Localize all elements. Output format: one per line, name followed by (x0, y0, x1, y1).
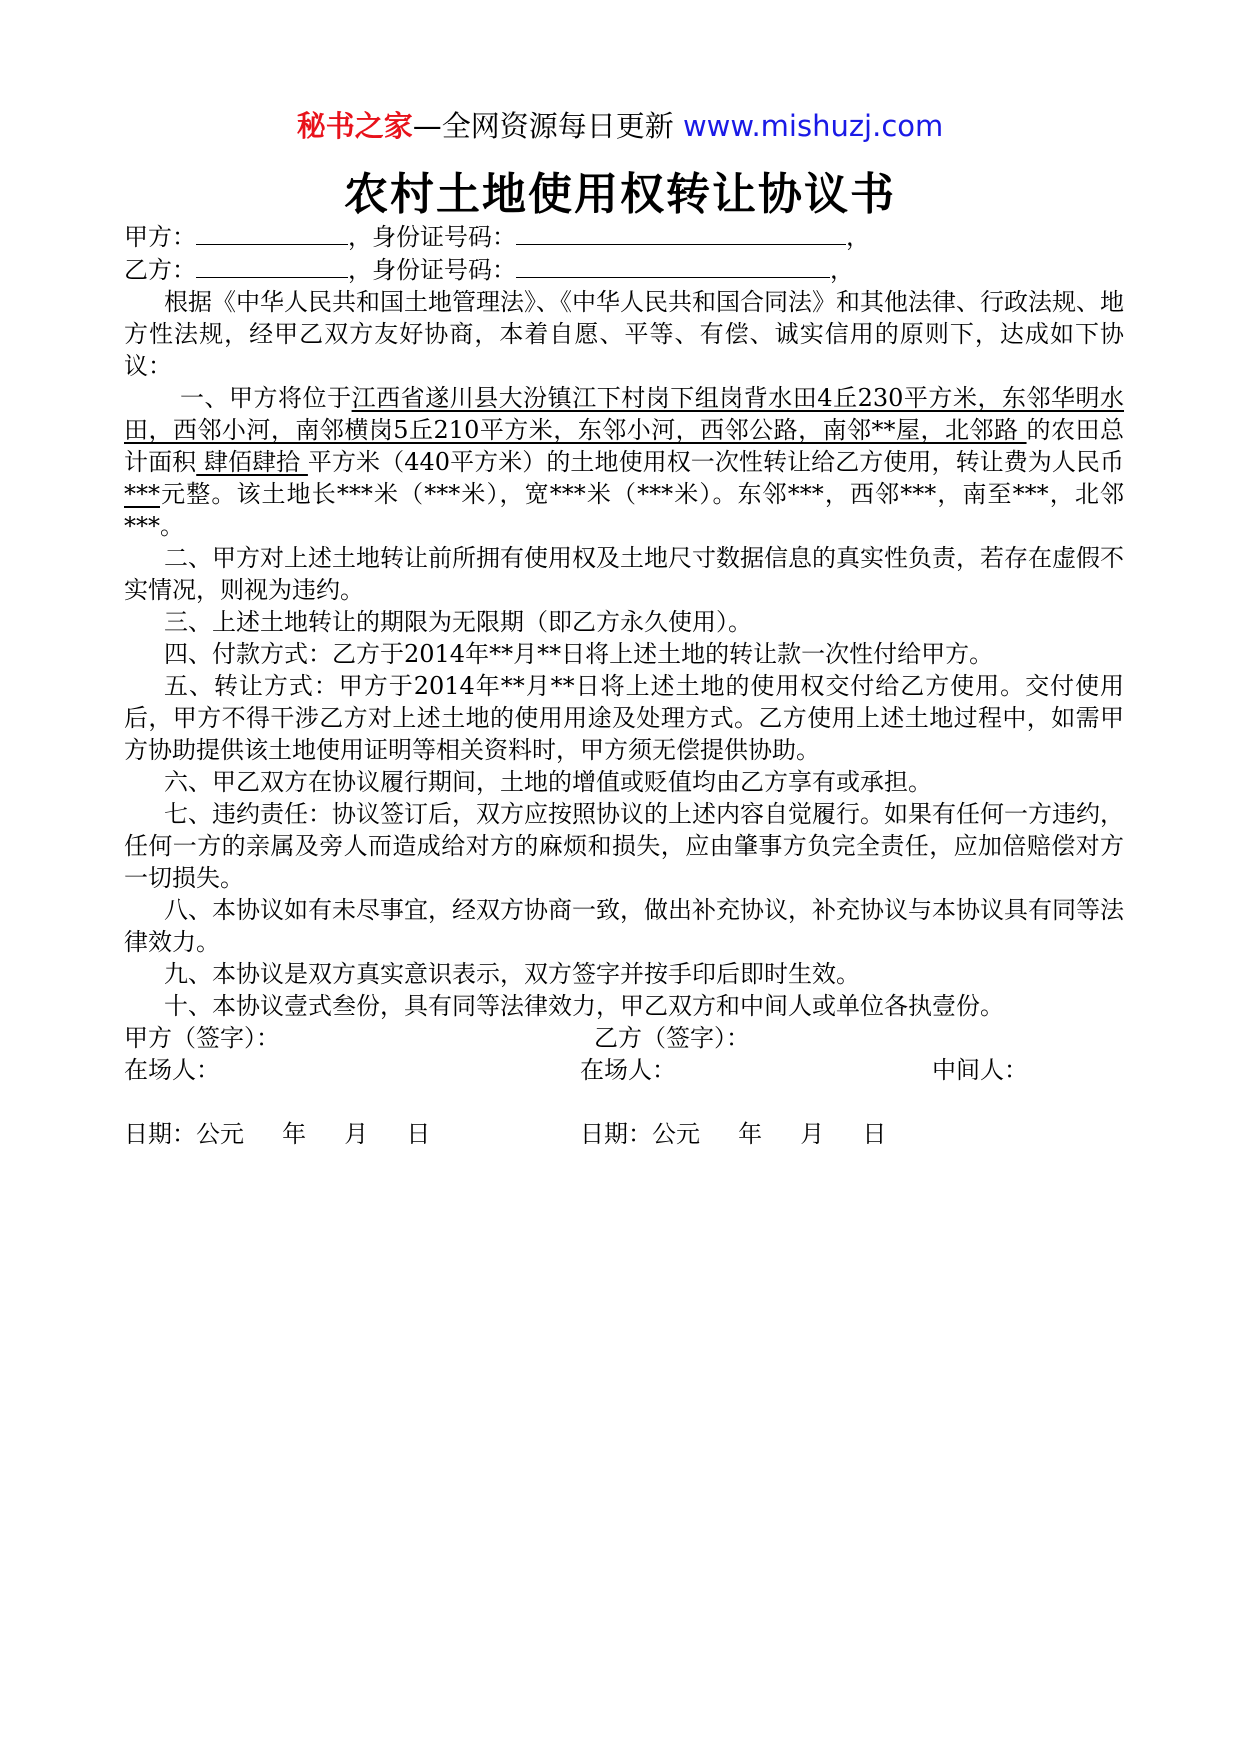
party-b-id-label: ，身份证号码： (348, 256, 516, 284)
party-b-id-blank[interactable] (516, 253, 830, 278)
banner-brand: 秘书之家 (296, 109, 413, 143)
party-a-signature-label: 甲方（签字）： (124, 1024, 280, 1052)
clause-1-fee: *** (124, 480, 160, 508)
spacer (124, 1086, 1124, 1118)
clause-1 (124, 382, 1124, 542)
party-b-signature-label: 乙方（签字）： (594, 1024, 750, 1052)
witness-row (124, 1054, 1124, 1086)
clause-1-location: 江西省遂川县大汾镇江下村岗下组岗背水田4丘230平方米，东邻华明水田，西邻小河，南邻横岗5丘210平方米，东邻小河，西邻公路，南邻**屋，北邻路 (124, 384, 1125, 444)
party-a-name-blank[interactable] (196, 220, 348, 245)
middleman-label: 中间人： (932, 1056, 1028, 1084)
party-a-line (124, 220, 1124, 253)
date-row (124, 1118, 1124, 1150)
date-a: 日期：公元 年 月 日 (124, 1120, 431, 1148)
witness-a-label: 在场人： (124, 1056, 220, 1084)
party-b-label: 乙方： (124, 256, 196, 284)
party-b-line (124, 253, 1124, 286)
clause-3: 三、上述土地转让的期限为无限期（即乙方永久使用）。 (164, 608, 752, 636)
witness-b-label: 在场人： (580, 1056, 676, 1084)
party-a-id-blank[interactable] (516, 220, 846, 245)
party-a-line-end: ， (846, 223, 870, 251)
banner-tagline: —全网资源每日更新 (412, 109, 683, 143)
party-a-id-label: ，身份证号码： (348, 223, 516, 251)
signature-row (124, 1022, 1124, 1054)
clause-2: 二、甲方对上述土地转让前所拥有使用权及土地尺寸数据信息的真实性负责，若存在虚假不实情况，则视为违约。 (124, 544, 1124, 604)
clause-1-after-area: 平方米（440平方米）的土地使用权一次性转让给乙方使用，转让费为人民币 (307, 448, 1124, 476)
clause-7: 七、违约责任：协议签订后，双方应按照协议的上述内容自觉履行。如果有任何一方违约，任何一方的亲属及旁人而造成给对方的麻烦和损失，应由肇事方负完全责任，应加倍赔偿对方一切损失。 (124, 800, 1124, 892)
date-b: 日期：公元 年 月 日 (580, 1120, 887, 1148)
party-b-name-blank[interactable] (196, 253, 348, 278)
clause-8: 八、本协议如有未尽事宜，经双方协商一致，做出补充协议，补充协议与本协议具有同等法律效力。 (124, 896, 1124, 956)
banner-url[interactable]: www.mishuzj.com (682, 109, 944, 143)
clause-1-mid: 的农田总计面积 (124, 416, 1124, 476)
site-banner (0, 104, 1240, 145)
clause-1-rest: 元整。该土地长***米（***米），宽***米（***米）。东邻***，西邻***，南至***，北邻***。 (124, 480, 1124, 540)
party-a-label: 甲方： (124, 223, 196, 251)
document-body (124, 220, 1124, 1150)
clause-1-area-words: 肆佰肆拾 (196, 448, 308, 476)
clause-6: 六、甲乙双方在协议履行期间，土地的增值或贬值均由乙方享有或承担。 (164, 768, 932, 796)
intro-paragraph: 根据《中华人民共和国土地管理法》、《中华人民共和国合同法》和其他法律、行政法规、地方性法规，经甲乙双方友好协商，本着自愿、平等、有偿、诚实信用的原则下，达成如下协议： (124, 288, 1124, 380)
clause-9: 九、本协议是双方真实意识表示，双方签字并按手印后即时生效。 (164, 960, 860, 988)
document-title: 农村土地使用权转让协议书 (344, 169, 896, 220)
party-b-line-end: ， (830, 256, 854, 284)
clause-10: 十、本协议壹式叁份，具有同等法律效力，甲乙双方和中间人或单位各执壹份。 (164, 992, 1004, 1020)
clause-4: 四、付款方式：乙方于2014年**月**日将上述土地的转让款一次性付给甲方。 (164, 640, 994, 668)
clause-5: 五、转让方式：甲方于2014年**月**日将上述土地的使用权交付给乙方使用。交付使用后，甲方不得干涉乙方对上述土地的使用用途及处理方式。乙方使用上述土地过程中，如需甲方协助提供该土地使用证明等相关资料时，甲方须无偿提供协助。 (124, 672, 1124, 764)
clause-1-lead: 一、甲方将位于 (180, 384, 352, 412)
